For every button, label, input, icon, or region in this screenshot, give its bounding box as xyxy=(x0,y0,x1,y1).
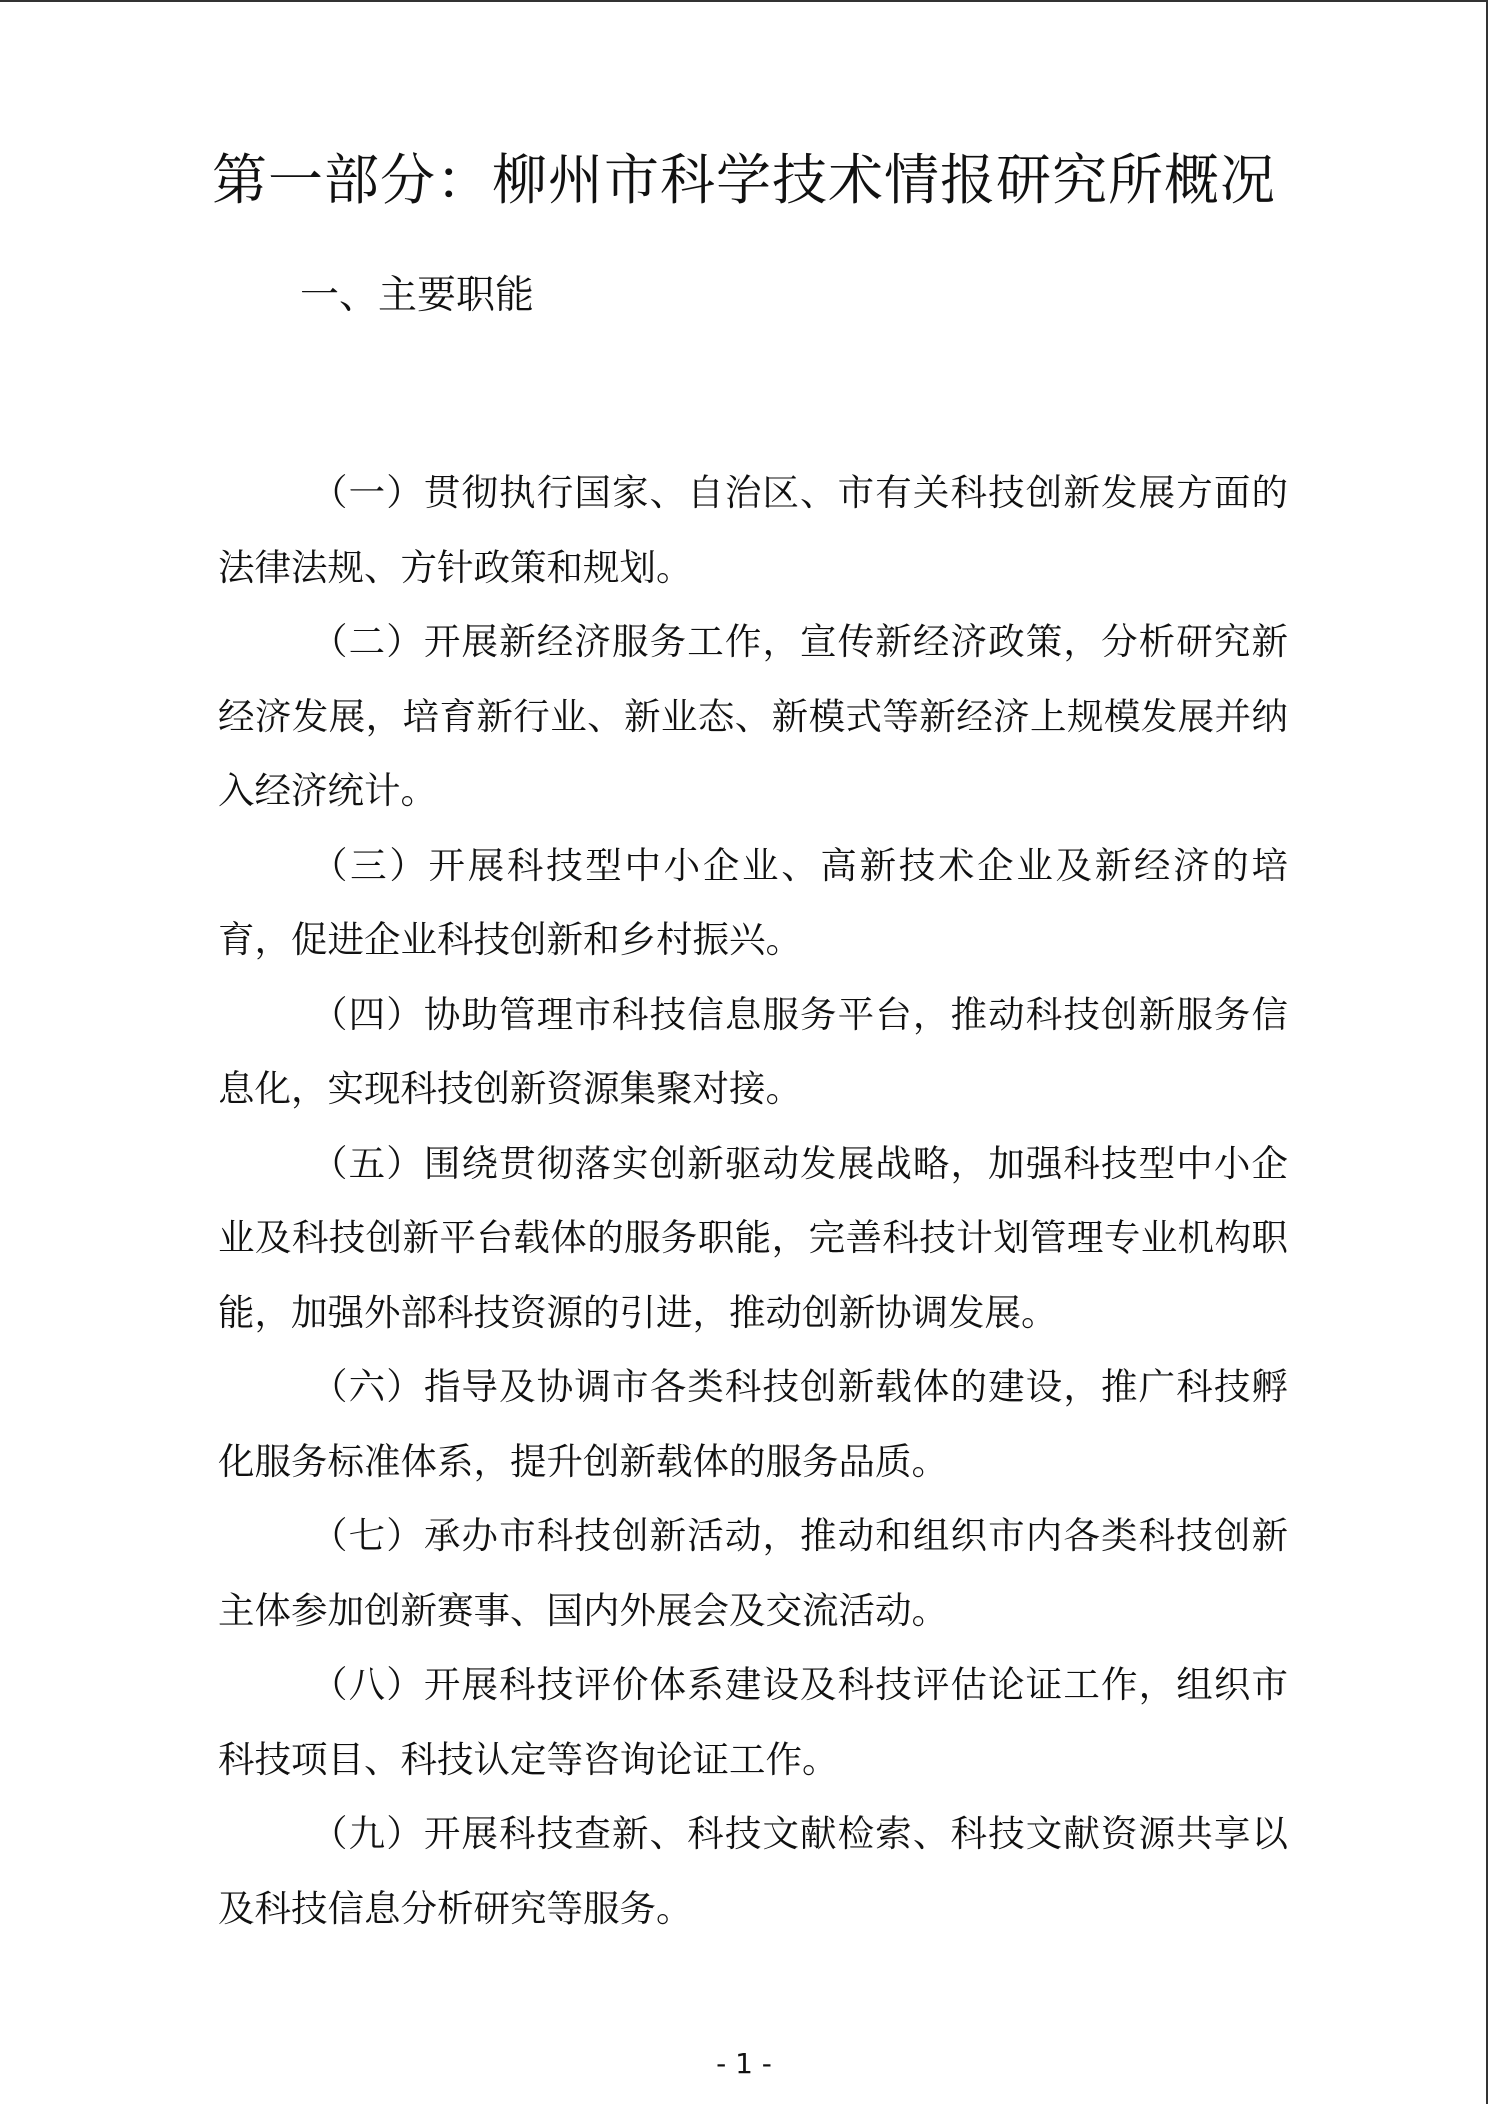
paragraph-3: （三）开展科技型中小企业、高新技术企业及新经济的培育，促进企业科技创新和乡村振兴。 xyxy=(218,843,1288,961)
paragraph-7: （七）承办市科技创新活动，推动和组织市内各类科技创新主体参加创新赛事、国内外展会及交流活动。 xyxy=(218,1514,1288,1632)
paragraph-8: （八）开展科技评价体系建设及科技评估论证工作，组织市科技项目、科技认定等咨询论证工作。 xyxy=(218,1663,1288,1781)
paragraph-5: （五）围绕贯彻落实创新驱动发展战略，加强科技型中小企业及科技创新平台载体的服务职能，完善科技计划管理专业机构职能，加强外部科技资源的引进，推动创新协调发展。 xyxy=(218,1141,1288,1334)
page-number: - 1 - xyxy=(716,2047,772,2080)
section-heading: 一、主要职能 xyxy=(300,273,535,318)
page-top-border xyxy=(0,0,1488,2)
paragraph-4: （四）协助管理市科技信息服务平台，推动科技创新服务信息化，实现科技创新资源集聚对接。 xyxy=(218,992,1288,1110)
paragraph-2: （二）开展新经济服务工作，宣传新经济政策，分析研究新经济发展，培育新行业、新业态、新模式等新经济上规模发展并纳入经济统计。 xyxy=(218,620,1288,812)
document-body xyxy=(218,456,1288,1946)
document-title: 第一部分：柳州市科学技术情报研究所概况 xyxy=(211,148,1276,212)
paragraph-1: （一）贯彻执行国家、自治区、市有关科技创新发展方面的法律法规、方针政策和规划。 xyxy=(218,471,1288,589)
paragraph-6: （六）指导及协调市各类科技创新载体的建设，推广科技孵化服务标准体系，提升创新载体的服务品质。 xyxy=(218,1365,1288,1483)
paragraph-9: （九）开展科技查新、科技文献检索、科技文献资源共享以及科技信息分析研究等服务。 xyxy=(218,1812,1288,1930)
